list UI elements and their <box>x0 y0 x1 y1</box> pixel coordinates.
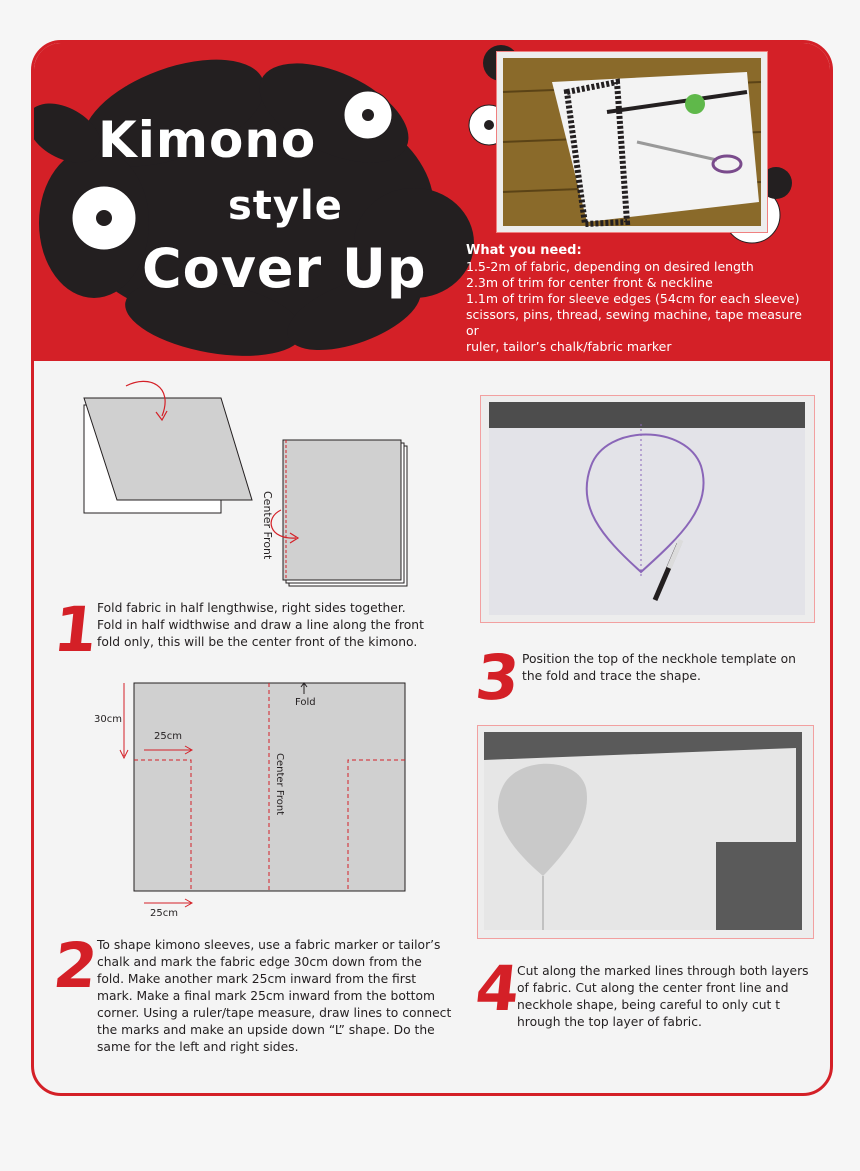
fold-label: Fold <box>295 697 316 708</box>
sleeve-diagram <box>114 678 414 923</box>
step-3-number: 3 <box>472 641 524 714</box>
what-you-need <box>466 243 816 355</box>
step-2-number: 2 <box>50 929 102 1002</box>
center-front-label-2: Center Front <box>274 753 285 816</box>
step-line: the fold and trace the shape. <box>522 669 701 683</box>
title-line-1: Kimono <box>98 111 317 169</box>
materials-photo-image <box>497 52 767 232</box>
measure-25-bottom-label: 25cm <box>150 908 178 919</box>
cut-fabric-photo <box>477 725 814 939</box>
step-line: Fold fabric in half lengthwise, right sides together. <box>97 601 406 615</box>
step-1-number: 1 <box>50 593 102 666</box>
step-line: hrough the top layer of fabric. <box>517 1015 702 1029</box>
step-line: neckhole shape, being careful to only cut t <box>517 998 781 1012</box>
step-line: Fold in half widthwise and draw a line along the front <box>97 618 424 632</box>
step-line: Cut along the marked lines through both layers <box>517 964 809 978</box>
step-line: Position the top of the neckhole template on <box>522 652 796 666</box>
step-line: mark. Make a final mark 25cm inward from the bottom <box>97 989 435 1003</box>
measure-25-top-label: 25cm <box>154 731 182 742</box>
need-item: 1.5-2m of fabric, depending on desired length <box>466 259 754 274</box>
step-line: corner. Using a ruler/tape measure, draw lines to connect <box>97 1006 452 1020</box>
cut-fabric-image <box>478 726 813 938</box>
header-banner <box>34 43 830 361</box>
step-2-text <box>97 937 457 1056</box>
instruction-card <box>31 40 833 1096</box>
step-line: of fabric. Cut along the center front line and <box>517 981 789 995</box>
title-line-2: style <box>228 183 343 229</box>
measure-30-label: 30cm <box>94 714 122 725</box>
step-line: the marks and make an upside down “L” shape. Do the <box>97 1023 435 1037</box>
step-line: To shape kimono sleeves, use a fabric marker or tailor’s <box>97 938 441 952</box>
step-1-text <box>97 600 437 651</box>
need-item: scissors, pins, thread, sewing machine, tape measure or <box>466 307 802 338</box>
need-item: ruler, tailor’s chalk/fabric marker <box>466 339 672 354</box>
neckhole-trace-image <box>481 396 814 622</box>
fold-diagram <box>74 378 434 593</box>
step-4-text <box>517 963 817 1031</box>
title-line-3: Cover Up <box>142 237 427 300</box>
need-item: 2.3m of trim for center front & neckline <box>466 275 713 290</box>
step-line: fold only, this will be the center front of the kimono. <box>97 635 418 649</box>
materials-photo <box>496 51 768 233</box>
center-front-label-1: Center Front <box>261 491 274 560</box>
step-line: chalk and mark the fabric edge 30cm down from the <box>97 955 422 969</box>
step-line: fold. Make another mark 25cm inward from the first <box>97 972 417 986</box>
step-3-text <box>522 651 822 685</box>
neckhole-trace-photo <box>480 395 815 623</box>
what-you-need-heading: What you need: <box>466 243 582 258</box>
step-4-number: 4 <box>472 952 524 1025</box>
need-item: 1.1m of trim for sleeve edges (54cm for each sleeve) <box>466 291 800 306</box>
step-line: same for the left and right sides. <box>97 1040 299 1054</box>
